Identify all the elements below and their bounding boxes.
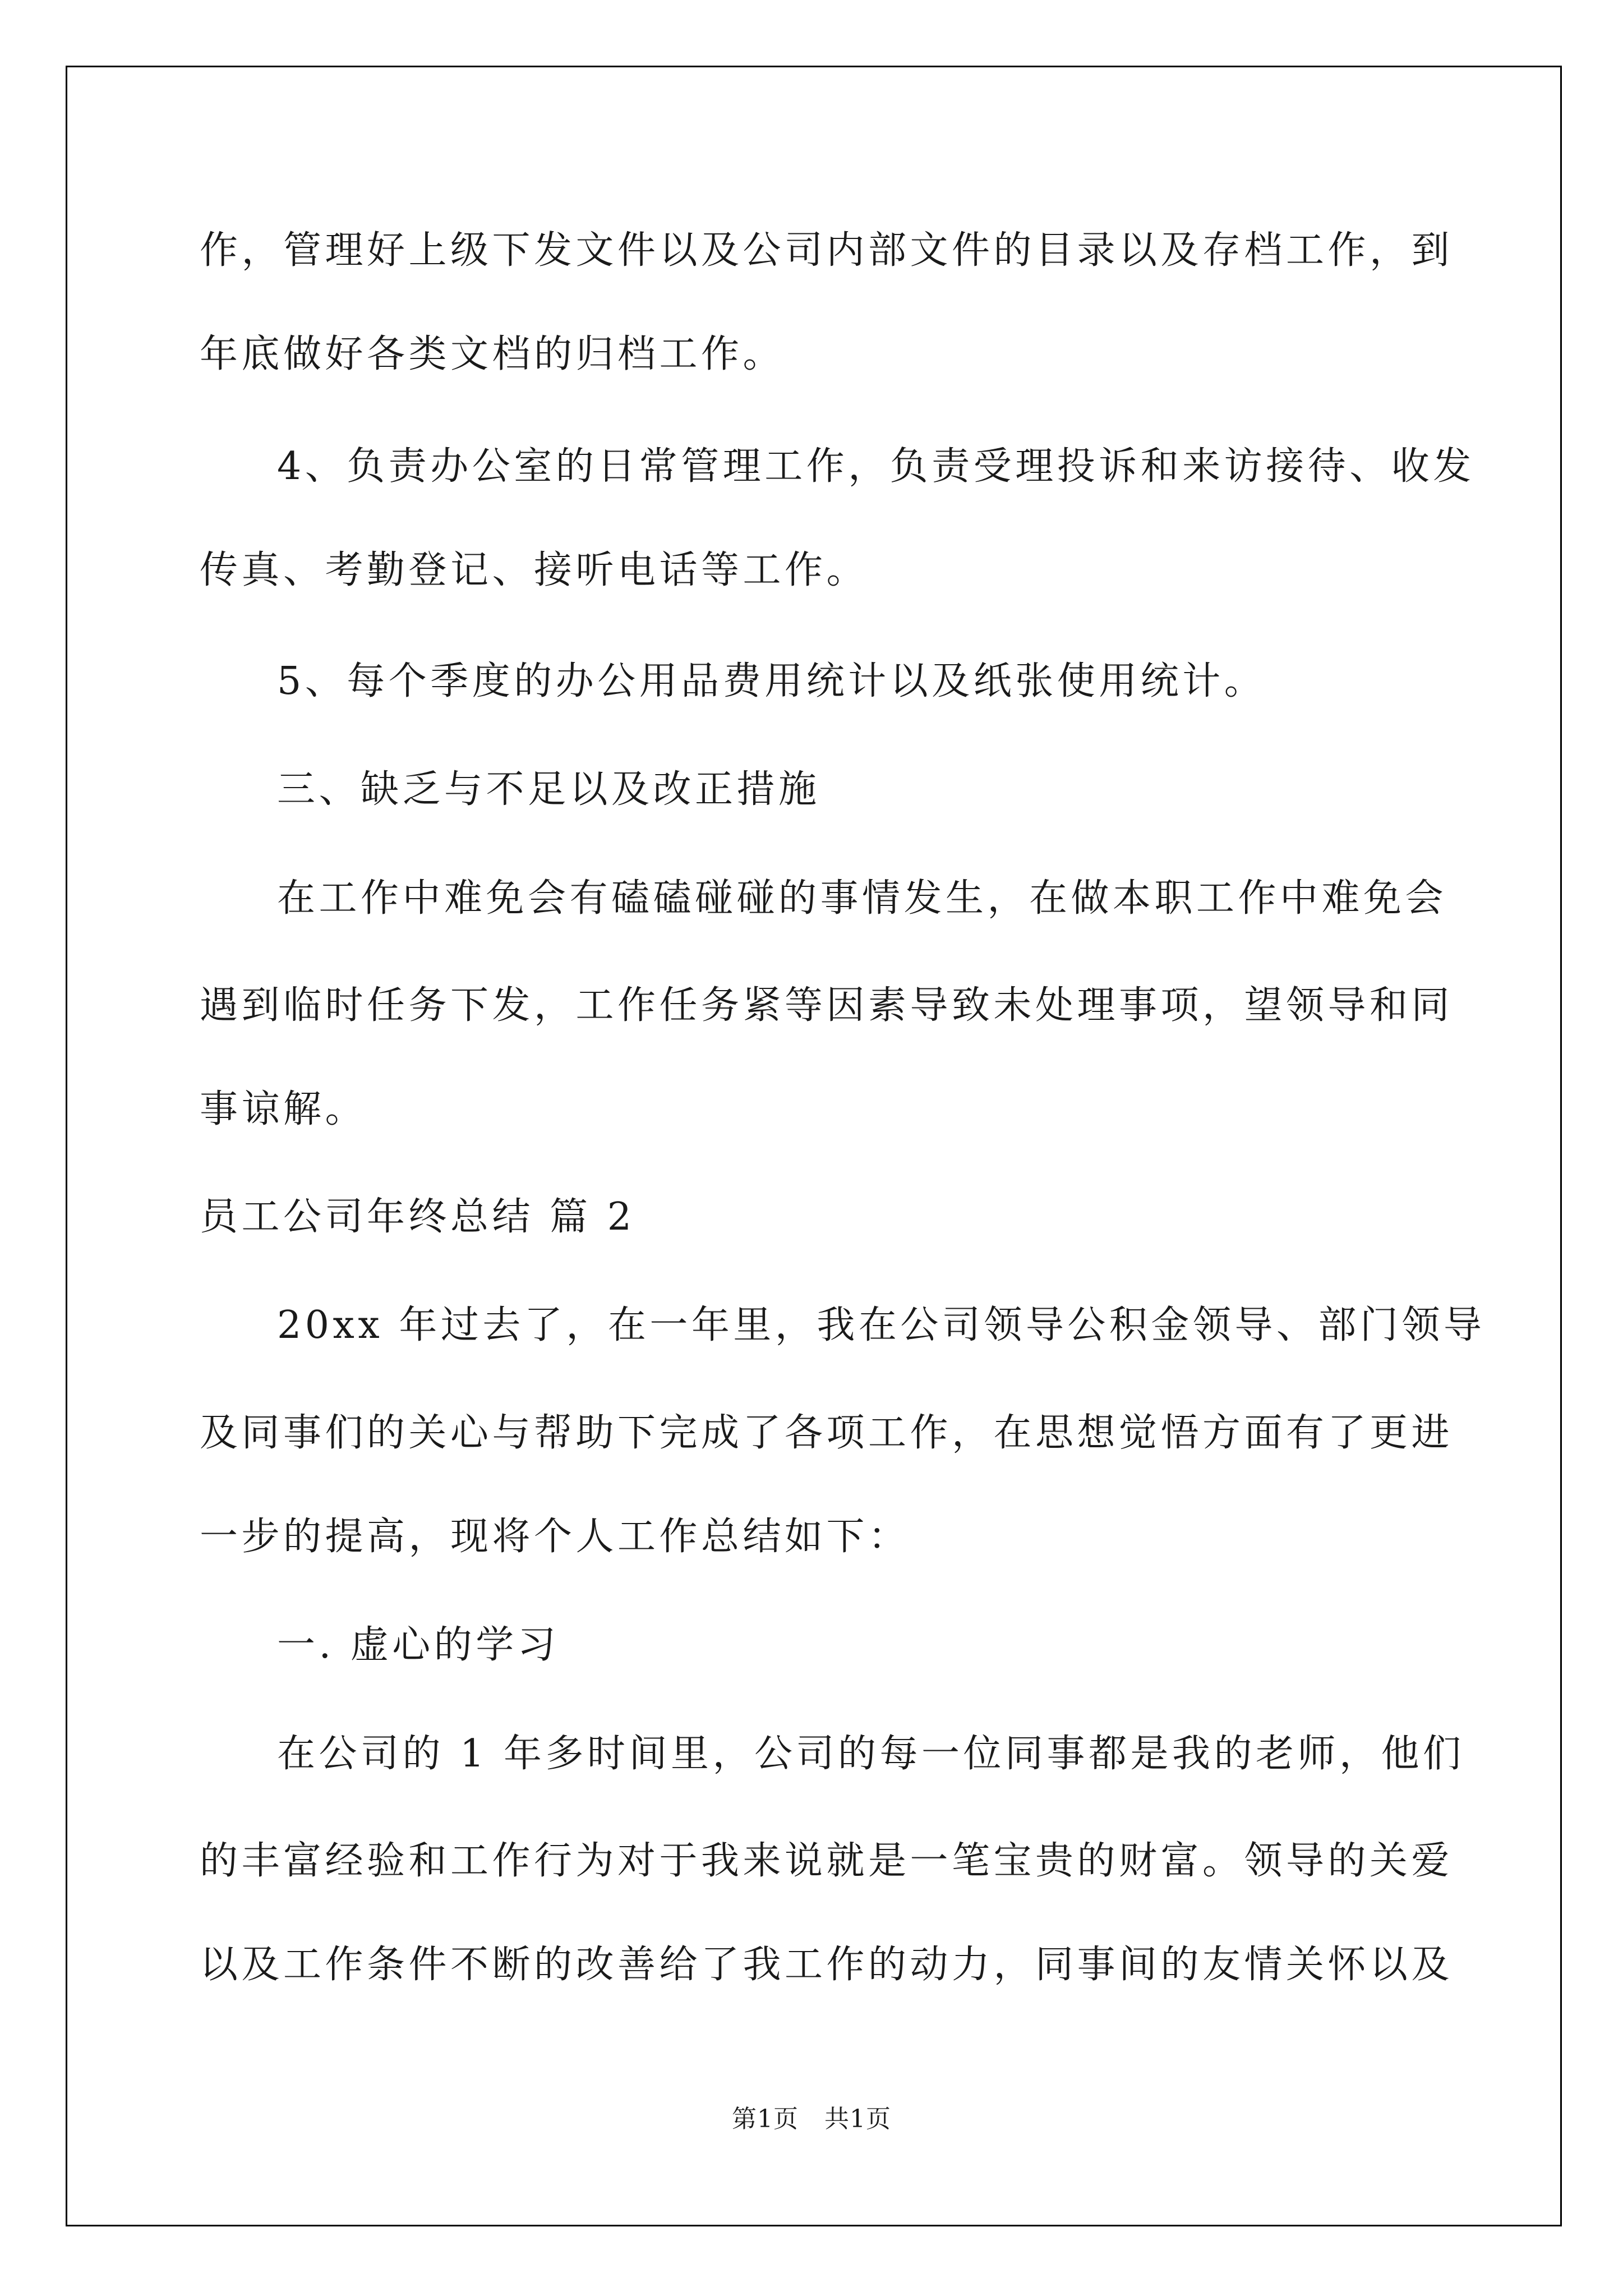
text-line: 及同事们的关心与帮助下完成了各项工作，在思想觉悟方面有了更进 (200, 1411, 1454, 1455)
text-line: 事谅解。 (200, 1087, 367, 1131)
section-heading: 一. 虚心的学习 (277, 1623, 560, 1667)
page-number: 第1页 (732, 2105, 799, 2133)
article-title: 员工公司年终总结 篇 2 (200, 1195, 635, 1239)
text-line: 以及工作条件不断的改善给了我工作的动力，同事间的友情关怀以及 (200, 1943, 1454, 1987)
text-line: 在工作中难免会有磕磕碰碰的事情发生，在做本职工作中难免会 (277, 876, 1447, 921)
text-line: 20xx 年过去了，在一年里，我在公司领导公积金领导、部门领导 (277, 1303, 1486, 1347)
section-heading: 三、缺乏与不足以及改正措施 (277, 767, 820, 812)
text-line: 4、负责办公室的日常管理工作，负责受理投诉和来访接待、收发 (277, 444, 1475, 489)
text-line: 的丰富经验和工作行为对于我来说就是一笔宝贵的财富。领导的关爱 (200, 1839, 1454, 1883)
text-line: 作，管理好上级下发文件以及公司内部文件的目录以及存档工作，到 (200, 228, 1454, 273)
page-total: 共1页 (824, 2105, 891, 2133)
text-line: 在公司的 1 年多时间里，公司的每一位同事都是我的老师，他们 (277, 1732, 1465, 1776)
text-line: 一步的提高，现将个人工作总结如下： (200, 1515, 910, 1559)
text-line: 5、每个季度的办公用品费用统计以及纸张使用统计。 (277, 659, 1266, 703)
page-border (66, 66, 1562, 2226)
text-line: 遇到临时任务下发，工作任务紧等因素导致未处理事项，望领导和同 (200, 983, 1454, 1028)
text-line: 年底做好各类文档的归档工作。 (200, 332, 785, 376)
text-line: 传真、考勤登记、接听电话等工作。 (200, 548, 869, 592)
page-footer (0, 2102, 1623, 2136)
